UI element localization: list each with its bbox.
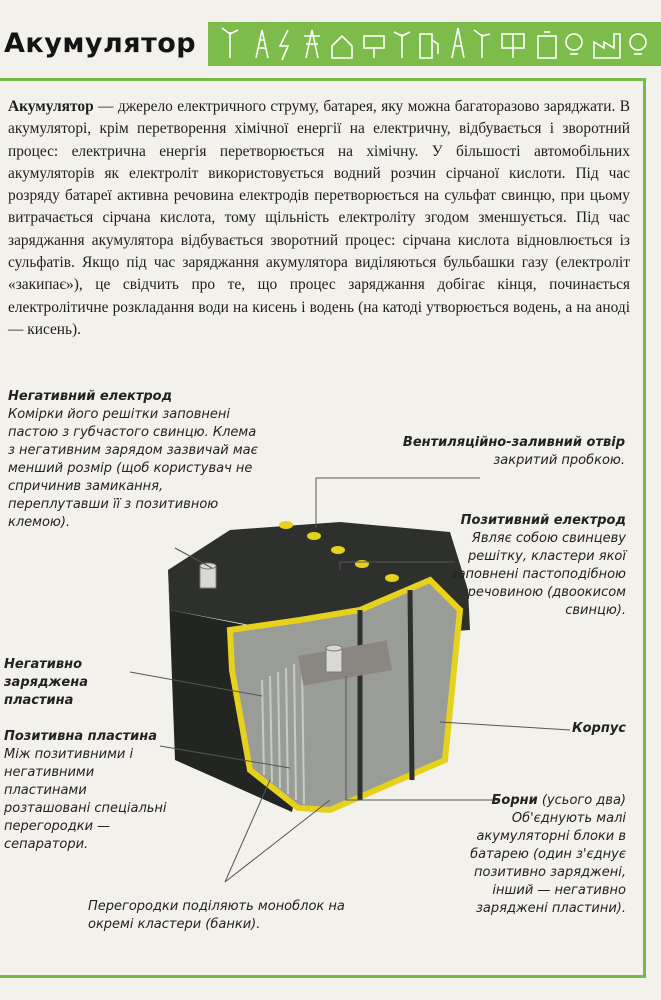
case-title: Корпус: [571, 721, 626, 736]
positive-electrode-desc: Являє собою свинцеву решітку, кластери якої заповнені пастоподібною речовиною (двоокисом свинцю).: [450, 531, 626, 618]
terminals-title: Борни: [491, 793, 538, 808]
label-positive-plate: [4, 728, 169, 854]
intro-text: — джерело електричного струму, батарея, яку можна багаторазово заряджати. В акумуляторі, крім перетворення хімічної енергії на електричну, відбувається і зворотний процес: електрична енергія перетворюється на хімічну. У більшості автомобільних акумуляторів як електроліт використовується водний розчин сірчаної кислоти. Під час розряду батареї активна речовина електродів перетворюється на сульфат свинцю, при цьому витрачається сірчана кислота, тому щільність електроліту згодом зменшується. Під час заряджання акумулятора відбувається зворотний процес: сірчана кислота відновлюється із сульфатів. Якщо під час заряджання акумулятора виділяються бульбашки газу (електроліт «закипає»), це свідчить про те, що процес заряджання добігає кінця, починається електролітичне розкладання води на кисень і водень (на катоді утворюється водень, а на аноді — кисень).: [8, 98, 630, 338]
terminals-note: (усього два): [537, 793, 626, 808]
label-vent: [375, 434, 625, 470]
terminals-desc: Об'єднують малі акумуляторні блоки в батарею (один з'єднує позитивно заряджені, інший — негативно заряджені пластини).: [470, 811, 626, 916]
label-partitions: [88, 898, 358, 934]
label-negative-electrode: [8, 388, 263, 532]
vent-title: Вентиляційно-заливний отвір: [402, 435, 625, 450]
intro-term: Акумулятор: [8, 98, 94, 115]
positive-electrode-title: Позитивний електрод: [460, 513, 626, 528]
label-negative-plate: [4, 656, 134, 710]
label-terminals: [436, 792, 626, 918]
negative-plate-title: Негативно заряджена пластина: [4, 657, 88, 708]
label-case: [540, 720, 626, 738]
partitions-desc: Перегородки поділяють моноблок на окремі кластери (банки).: [88, 899, 345, 932]
positive-plate-desc: Між позитивними і негативними пластинами розташовані спеціальні перегородки — сепаратори.: [4, 747, 167, 852]
vent-desc: закритий пробкою.: [493, 453, 625, 468]
negative-electrode-desc: Комірки його решітки заповнені пастою з губчастого свинцю. Клема з негативним зарядом зазвичай має менший розмір (щоб користувач не спричинив замикання, переплутавши її з позитивною клемою).: [8, 407, 258, 530]
positive-plate-title: Позитивна пластина: [4, 729, 158, 744]
page-title: Акумулятор: [4, 28, 197, 59]
label-positive-electrode: [440, 512, 626, 620]
negative-electrode-title: Негативний електрод: [8, 389, 173, 404]
